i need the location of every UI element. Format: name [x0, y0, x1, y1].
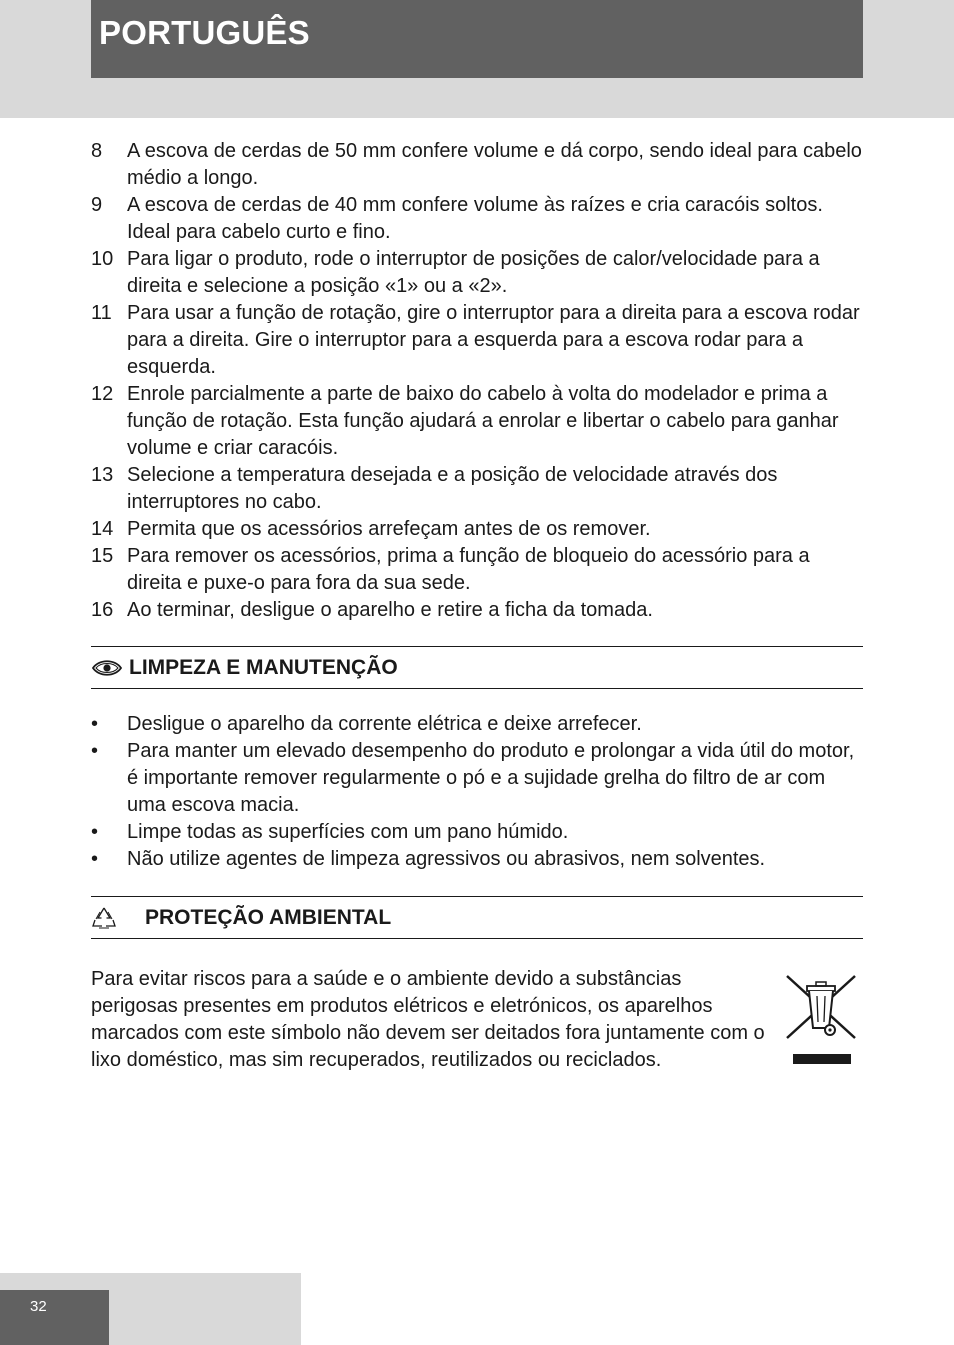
list-item-text: Não utilize agentes de limpeza agressivos ou abrasivos, nem solventes.: [127, 848, 766, 870]
header-bar: [91, 0, 863, 78]
step-item: [91, 138, 863, 192]
page-number: 32: [30, 1298, 47, 1315]
step-number: 15: [91, 545, 114, 567]
step-item: [91, 597, 863, 624]
step-text: Selecione a temperatura desejada e a posição de velocidade através dos interruptores no cabo.: [127, 464, 778, 513]
step-item: [91, 543, 863, 597]
step-number: 12: [91, 383, 114, 405]
steps-list: [91, 138, 863, 624]
list-item-text: Desligue o aparelho da corrente elétrica e deixe arrefecer.: [127, 713, 642, 735]
step-text: Para ligar o produto, rode o interruptor de posições de calor/velocidade para a direita e selecione a posição «1» ou a «2».: [127, 248, 820, 297]
page-number-box: [0, 1290, 109, 1345]
step-text: A escova de cerdas de 40 mm confere volume às raízes e cria caracóis soltos. Ideal para cabelo curto e fino.: [127, 194, 823, 243]
step-item: [91, 516, 863, 543]
page-title: PORTUGUÊS: [99, 14, 310, 51]
list-item: [91, 819, 863, 846]
step-number: 13: [91, 464, 114, 486]
environment-title: PROTEÇÃO AMBIENTAL: [145, 906, 392, 929]
step-number: 16: [91, 599, 114, 621]
step-item: [91, 381, 863, 462]
environment-section: [91, 966, 863, 1076]
step-text: Para remover os acessórios, prima a função de bloqueio do acessório para a direita e puxe-o para fora da sua sede.: [127, 545, 810, 594]
step-number: 10: [91, 248, 114, 270]
eye-icon: [91, 658, 123, 678]
bullet-mark: •: [91, 821, 99, 843]
list-item: [91, 738, 863, 819]
step-text: A escova de cerdas de 50 mm confere volume e dá corpo, sendo ideal para cabelo médio a longo.: [127, 140, 862, 189]
list-item-text: Limpe todas as superfícies com um pano húmido.: [127, 821, 569, 843]
step-text: Enrole parcialmente a parte de baixo do cabelo à volta do modelador e prima a função de rotação. Esta função ajudará a enrolar e libertar o cabelo para ganhar volume e criar caracóis.: [127, 383, 839, 459]
recycle-icon: [91, 906, 119, 930]
step-item: [91, 192, 863, 246]
list-item: [91, 711, 863, 738]
step-text: Ao terminar, desligue o aparelho e retire a ficha da tomada.: [127, 599, 653, 621]
step-number: 8: [91, 140, 103, 162]
environment-text: Para evitar riscos para a saúde e o ambiente devido a substâncias perigosas presentes em produtos elétricos e eletrónicos, os aparelhos marcados com este símbolo não devem ser deitados fora juntamente com o lixo doméstico, mas sim recuperados, reutilizados ou reciclados.: [91, 968, 765, 1071]
step-number: 14: [91, 518, 114, 540]
cleaning-title: LIMPEZA E MANUTENÇÃO: [129, 656, 398, 679]
step-text: Para usar a função de rotação, gire o interruptor para a direita para a escova rodar para a direita. Gire o interruptor para a esquerda para a escova rodar para a esquerda.: [127, 302, 860, 378]
step-item: [91, 246, 863, 300]
step-number: 9: [91, 194, 103, 216]
bullet-mark: •: [91, 713, 99, 735]
environment-heading: [91, 896, 863, 939]
step-item: [91, 300, 863, 381]
content: [91, 138, 863, 1076]
step-number: 11: [91, 302, 112, 324]
cleaning-heading: [91, 646, 863, 689]
step-item: [91, 462, 863, 516]
step-text: Permita que os acessórios arrefeçam antes de os remover.: [127, 518, 651, 540]
bullet-mark: •: [91, 740, 99, 762]
list-item-text: Para manter um elevado desempenho do produto e prolongar a vida útil do motor, é importante remover regularmente o pó e a sujidade grelha do filtro de ar com uma escova macia.: [127, 740, 855, 816]
cleaning-list: [91, 711, 863, 873]
crossed-bin-icon: [783, 972, 863, 1076]
list-item: [91, 846, 863, 873]
bullet-mark: •: [91, 848, 99, 870]
